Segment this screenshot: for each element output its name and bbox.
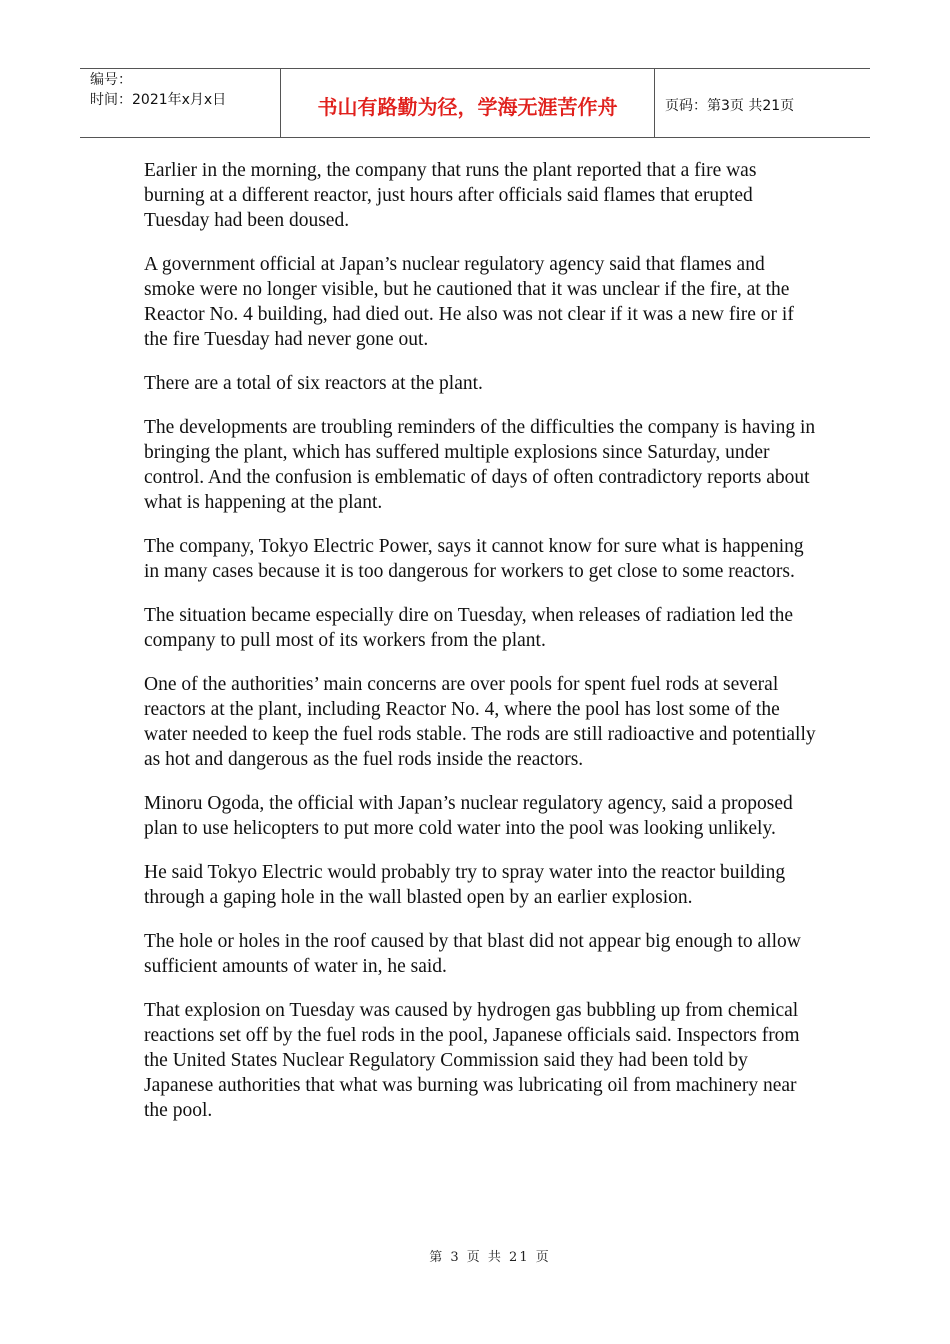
paragraph: The situation became especially dire on Tuesday, when releases of radiation led the company to pull most of its workers from the plant. — [144, 605, 794, 651]
paragraph: The developments are troubling reminders of the difficulties the company is having in bringing the plant, which has suffered multiple explosions since Saturday, under control. And the confusion is emblematic of days of often contradictory reports about what is happening at the plant. — [144, 417, 816, 513]
time-label: 时间：2021年x月x日 — [90, 92, 227, 108]
paragraph: He said Tokyo Electric would probably try to spray water into the reactor building through a gaping hole in the wall blasted open by an earlier explosion. — [144, 862, 786, 908]
page-header — [80, 68, 870, 138]
paragraph: That explosion on Tuesday was caused by hydrogen gas bubbling up from chemical reactions set off by the fuel rods in the pool, Japanese officials said. Inspectors from the United States Nuclear Regulatory Commission said they had been told by Japanese authorities that what was burning was lubricating oil from machinery near the pool. — [144, 1000, 800, 1121]
paragraph: The hole or holes in the roof caused by that blast did not appear big enough to allow sufficient amounts of water in, he said. — [144, 931, 801, 977]
header-meta — [80, 69, 281, 137]
paragraph: Minoru Ogoda, the official with Japan’s nuclear regulatory agency, said a proposed plan to use helicopters to put more cold water into the pool was looking unlikely. — [144, 793, 793, 839]
paragraph: Earlier in the morning, the company that runs the plant reported that a fire was burning at a different reactor, just hours after officials said flames that erupted Tuesday had been doused. — [144, 160, 757, 231]
header-page-info: 页码：第3页 共21页 — [665, 98, 795, 114]
document-body — [144, 158, 816, 1142]
header-motto: 书山有路勤为径，学海无涯苦作舟 — [281, 69, 655, 137]
paragraph: There are a total of six reactors at the plant. — [144, 373, 483, 394]
paragraph: One of the authorities’ main concerns are over pools for spent fuel rods at several reactors at the plant, including Reactor No. 4, where the pool has lost some of the water needed to keep the fuel rods stable. The rods are still radioactive and potentially as hot and dangerous as the fuel rods inside the reactors. — [144, 674, 816, 770]
number-label: 编号： — [90, 72, 132, 88]
paragraph: The company, Tokyo Electric Power, says it cannot know for sure what is happening in many cases because it is too dangerous for workers to get close to some reactors. — [144, 536, 804, 582]
page-footer: 第 3 页 共 21 页 — [429, 1250, 551, 1265]
paragraph: A government official at Japan’s nuclear regulatory agency said that flames and smoke were no longer visible, but he cautioned that it was unclear if the fire, at the Reactor No. 4 building, had died out. He also was not clear if it was a new fire or if the fire Tuesday had never gone out. — [144, 254, 794, 350]
